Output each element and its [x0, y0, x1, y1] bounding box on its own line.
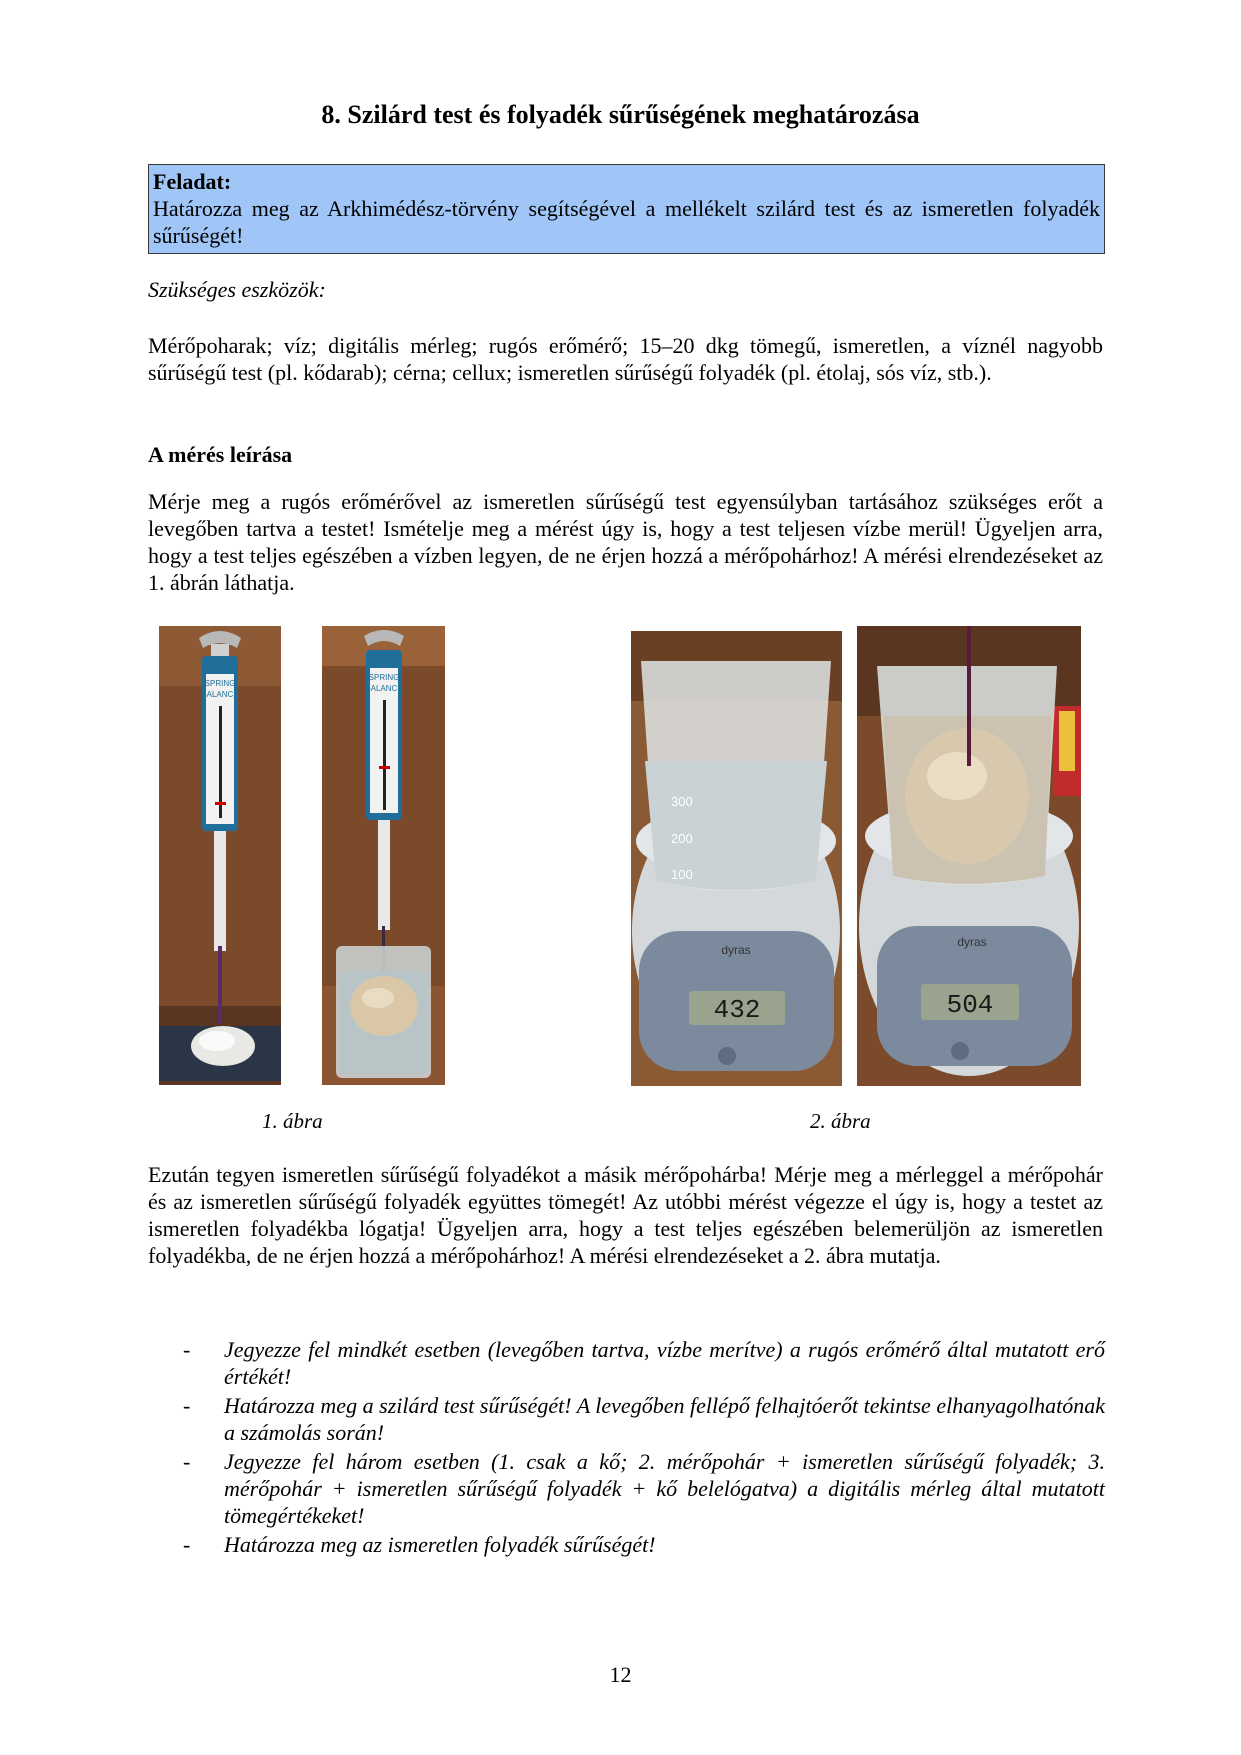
- spring-label-bottom: BALANCE: [201, 690, 239, 699]
- measurement-heading: A mérés leírása: [148, 442, 293, 467]
- scale-reading-2: 504: [946, 990, 994, 1020]
- measurement-paragraph-1: Mérje meg a rugós erőmérővel az ismeretlen sűrűségű test egyensúlyban tartásához szükséges erőt a levegőben tartva a testet! Ismételje meg a mérést úgy is, hogy a test teljesen vízbe merül! Ügyeljen arra, hogy a test teljes egészében a vízben legyen, de ne érjen hozzá a mérőpohárhoz! A mérési elrendezéseket az 1. ábrán láthatja.: [148, 489, 1103, 595]
- list-item: - Jegyezze fel három esetben (1. csak a kő; 2. mérőpohár + ismeretlen sűrűségű folyadék; 3. mérőpohár + ismeretlen sűrűségű folyadék + kő belelógatva) a digitális mérleg által mutatott tömegértékeket!: [183, 1449, 1105, 1528]
- spring-label-top: SPRING: [204, 679, 236, 688]
- list-item: - Határozza meg az ismeretlen folyadék sűrűségét!: [183, 1532, 656, 1557]
- list-marker: -: [183, 1532, 191, 1557]
- photo-scale-stone: [857, 626, 1081, 1086]
- scale-reading-1: 432: [713, 995, 761, 1025]
- task-label: Feladat:: [153, 169, 232, 194]
- task-list: [148, 1336, 1105, 1560]
- photo-spring-balance-air: [159, 626, 281, 1085]
- svg-text:SPRING: SPRING: [368, 673, 400, 682]
- list-marker: -: [183, 1393, 191, 1418]
- list-item: - Jegyezze fel mindkét esetben (levegőben tartva, vízbe merítve) a rugós erőmérő által mutatott erő értékét!: [183, 1337, 1105, 1389]
- svg-text:dyras: dyras: [957, 935, 987, 949]
- photo-scale-water: [631, 631, 842, 1086]
- task-text: Határozza meg az Arkhimédész-törvény segítségével a mellékelt szilárd test és az ismeretlen folyadék sűrűségét!: [153, 196, 1100, 248]
- scale-brand-1: dyras: [721, 943, 751, 957]
- tools-text: Mérőpoharak; víz; digitális mérleg; rugós erőmérő; 15–20 dkg tömegű, ismeretlen, a víznél nagyobb sűrűségű test (pl. kődarab); cérna; cellux; ismeretlen sűrűségű folyadék (pl. étolaj, sós víz, stb.).: [148, 333, 1103, 385]
- beaker-mark-300: 300: [671, 794, 693, 809]
- beaker-mark-100: 100: [671, 867, 693, 882]
- list-marker: -: [183, 1337, 191, 1362]
- beaker-mark-200: 200: [671, 831, 693, 846]
- figure-2-caption: 2. ábra: [810, 1109, 871, 1133]
- page-number: 12: [609, 1662, 632, 1687]
- task-box: [148, 164, 1105, 254]
- list-marker: -: [183, 1449, 191, 1474]
- svg-text:BALANCE: BALANCE: [365, 684, 403, 693]
- figure-1-caption: 1. ábra: [262, 1109, 323, 1133]
- page-title: 8. Szilárd test és folyadék sűrűségének meghatározása: [321, 100, 920, 129]
- photo-spring-balance-water: [322, 626, 445, 1085]
- measurement-paragraph-2: Ezután tegyen ismeretlen sűrűségű folyadékot a másik mérőpohárba! Mérje meg a mérleggel a mérőpohár és az ismeretlen sűrűségű folyadék együttes tömegét! Az utóbbi mérést végezze el úgy is, hogy a testet az ismeretlen folyadékba lógatja! Ügyeljen arra, hogy a test teljes egészében belemerüljön az ismeretlen folyadékba, de ne érjen hozzá a mérőpohárhoz! A mérési elrendezéseket a 2. ábra mutatja.: [148, 1162, 1103, 1268]
- list-item: - Határozza meg a szilárd test sűrűségét! A levegőben fellépő felhajtóerőt tekintse elhanyagolhatónak a számolás során!: [183, 1393, 1105, 1445]
- tools-heading: Szükséges eszközök:: [148, 277, 326, 302]
